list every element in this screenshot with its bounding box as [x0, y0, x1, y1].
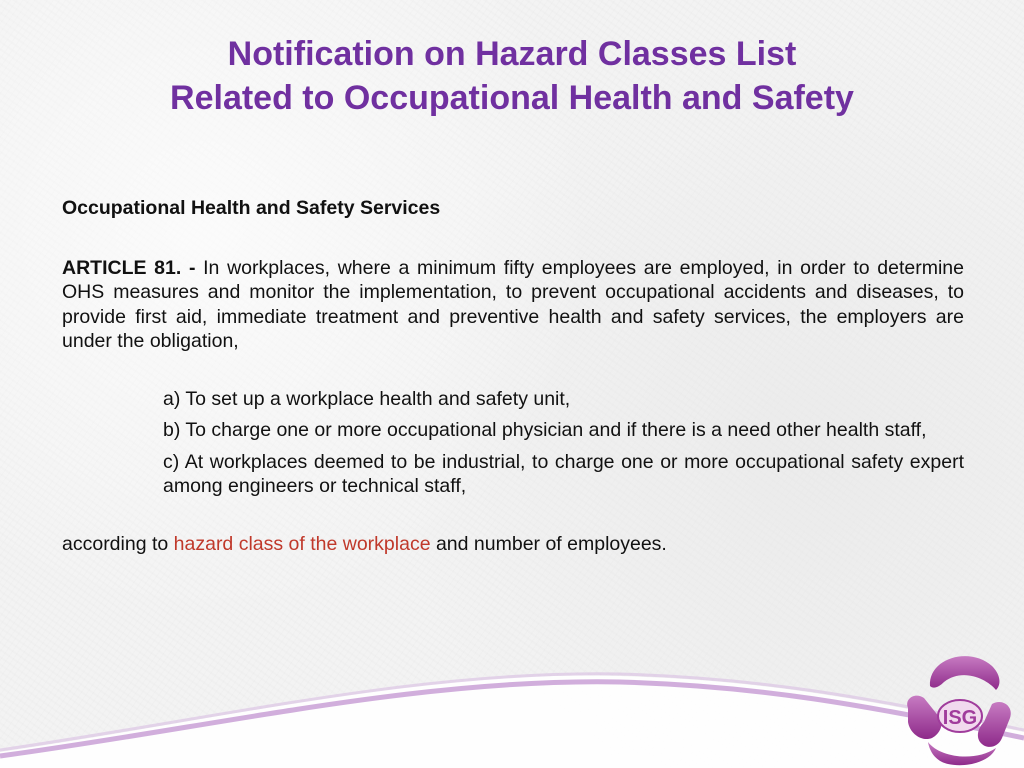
hazard-class-highlight: hazard class of the workplace: [173, 532, 431, 555]
article-label: ARTICLE 81. -: [62, 256, 196, 279]
section-heading: Occupational Health and Safety Services: [62, 197, 441, 219]
list-item: a) To set up a workplace health and safety unit,: [163, 387, 571, 410]
title-line-2: Related to Occupational Health and Safety: [170, 79, 854, 117]
list-item: b) To charge one or more occupational physician and if there is a need other health staff,: [163, 419, 927, 441]
decorative-wave: [0, 640, 1024, 768]
logo-text: ISG: [942, 707, 978, 729]
slide-content: [62, 196, 964, 556]
title-line-1: Notification on Hazard Classes List: [227, 35, 797, 73]
slide-title: [60, 32, 964, 120]
closing-before: according to: [62, 532, 174, 555]
obligation-list: [163, 387, 964, 499]
closing-after: and number of employees.: [430, 532, 667, 555]
closing-sentence: [62, 532, 964, 557]
article-paragraph: [62, 256, 964, 354]
list-item: c) At workplaces deemed to be industrial, to charge one or more occupational safety expert among engineers or technical staff,: [163, 450, 964, 497]
isg-logo-icon: [900, 638, 1020, 766]
article-text: In workplaces, where a minimum fifty employees are employed, in order to determine OHS measures and monitor the implementation, to prevent occupational accidents and diseases, to provide first aid, immediate treatment and preventive health and safety services, the employers are under the obligation,: [62, 256, 964, 352]
